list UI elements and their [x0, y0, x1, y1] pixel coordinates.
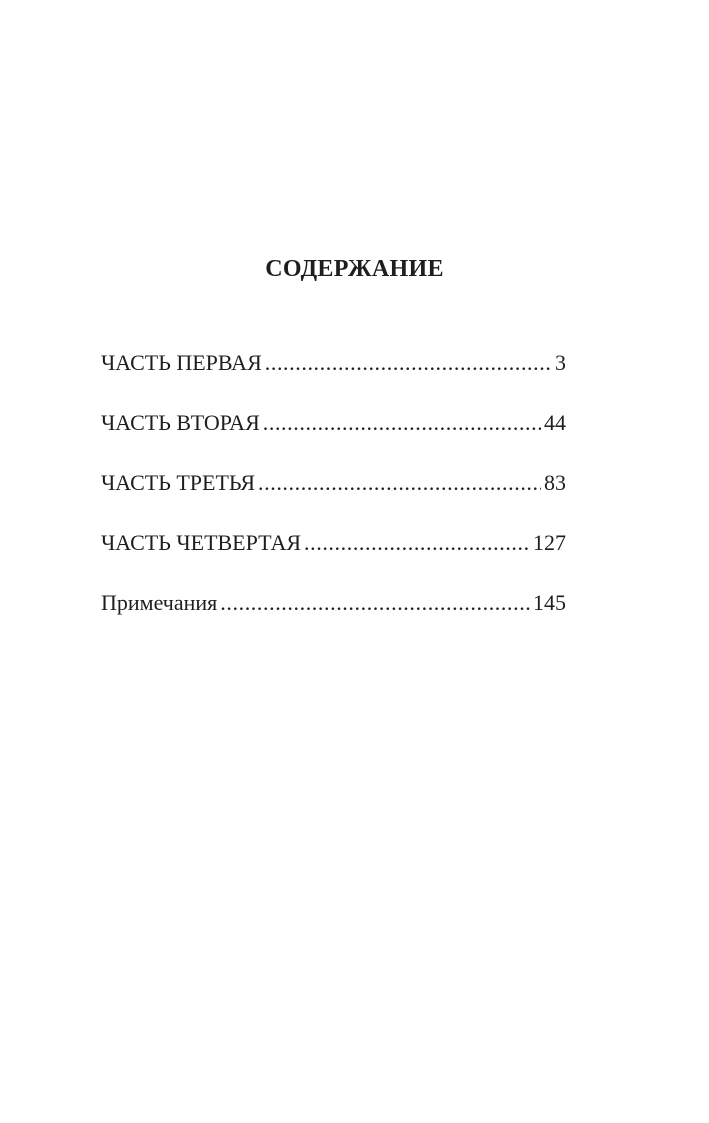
page-title: СОДЕРЖАНИЕ — [265, 256, 444, 282]
toc-entry-page-number: 44 — [544, 410, 566, 435]
toc-entry-label: Примечания — [101, 590, 218, 615]
toc-entry-part-2[interactable] — [101, 408, 566, 468]
toc-entry-page-number: 3 — [555, 350, 566, 375]
toc-entry-label: ЧАСТЬ ТРЕТЬЯ — [101, 470, 256, 495]
toc-entry-notes[interactable] — [101, 588, 566, 648]
toc-entry-label: ЧАСТЬ ВТОРАЯ — [101, 410, 260, 435]
toc-entry-part-3[interactable] — [101, 468, 566, 528]
toc-entry-label: ЧАСТЬ ЧЕТВЕРТАЯ — [101, 530, 302, 555]
dot-leader — [304, 528, 530, 558]
toc-entry-page-number: 145 — [533, 590, 566, 615]
dot-leader — [265, 348, 552, 378]
toc-entry-page-number: 127 — [533, 530, 566, 555]
table-of-contents — [101, 348, 566, 648]
dot-leader — [220, 588, 530, 618]
toc-entry-part-4[interactable] — [101, 528, 566, 588]
toc-entry-page-number: 83 — [544, 470, 566, 495]
toc-entry-label: ЧАСТЬ ПЕРВАЯ — [101, 350, 262, 375]
dot-leader — [263, 408, 541, 438]
dot-leader — [258, 468, 541, 498]
toc-entry-part-1[interactable] — [101, 348, 566, 408]
